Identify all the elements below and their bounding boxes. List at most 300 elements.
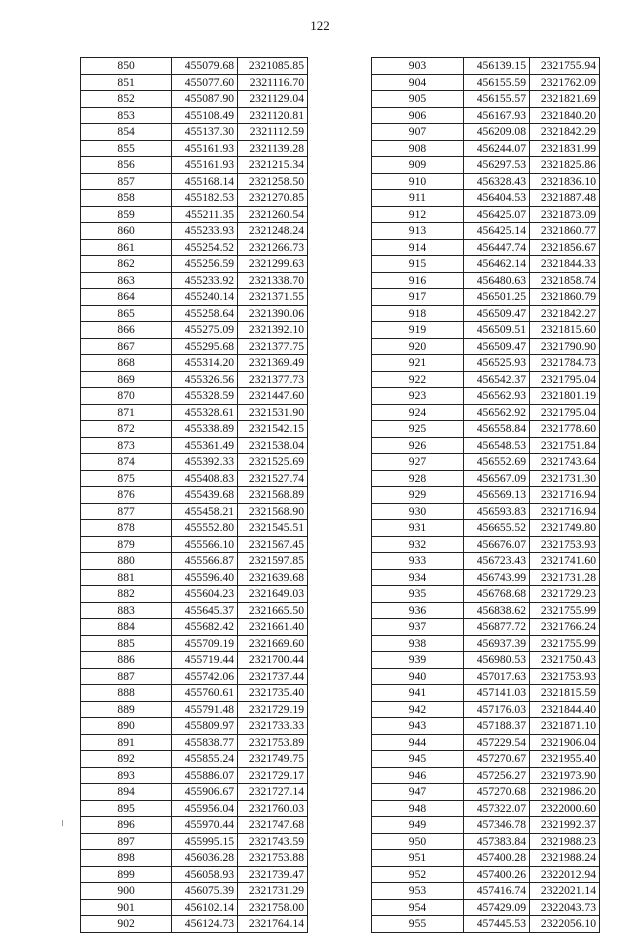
y-coordinate-cell: 2321270.85 [238, 190, 308, 207]
y-coordinate-cell: 2321871.10 [530, 718, 600, 735]
y-coordinate-cell: 2321447.60 [238, 388, 308, 405]
table-row [372, 718, 600, 735]
table-row [372, 322, 600, 339]
y-coordinate-cell: 2321842.29 [530, 124, 600, 141]
y-coordinate-cell: 2321801.19 [530, 388, 600, 405]
y-coordinate-cell: 2321860.79 [530, 289, 600, 306]
table-row [372, 520, 600, 537]
table-row [372, 371, 600, 388]
table-row [372, 256, 600, 273]
y-coordinate-cell: 2321790.90 [530, 338, 600, 355]
x-coordinate-cell: 456552.69 [464, 454, 530, 471]
x-coordinate-cell: 455970.44 [172, 817, 238, 834]
x-coordinate-cell: 455211.35 [172, 206, 238, 223]
table-row [372, 124, 600, 141]
x-coordinate-cell: 456655.52 [464, 520, 530, 537]
point-number-cell: 881 [81, 569, 172, 586]
table-row [372, 668, 600, 685]
x-coordinate-cell: 455182.53 [172, 190, 238, 207]
x-coordinate-cell: 455077.60 [172, 74, 238, 91]
point-number-cell: 918 [372, 305, 464, 322]
x-coordinate-cell: 456593.83 [464, 503, 530, 520]
page-number: 122 [310, 18, 330, 33]
x-coordinate-cell: 456548.53 [464, 437, 530, 454]
y-coordinate-cell: 2322000.60 [530, 800, 600, 817]
point-number-cell: 931 [372, 520, 464, 537]
table-row [372, 190, 600, 207]
point-number-cell: 954 [372, 899, 464, 916]
y-coordinate-cell: 2321085.85 [238, 58, 308, 75]
point-number-cell: 942 [372, 701, 464, 718]
y-coordinate-cell: 2321753.89 [238, 734, 308, 751]
table-body-right [372, 58, 600, 933]
point-number-cell: 869 [81, 371, 172, 388]
point-number-cell: 922 [372, 371, 464, 388]
table-row [372, 602, 600, 619]
coordinates-table-right [371, 57, 600, 933]
table-row [372, 173, 600, 190]
table-row [372, 157, 600, 174]
table-row [372, 751, 600, 768]
table-row [81, 454, 308, 471]
point-number-cell: 859 [81, 206, 172, 223]
point-number-cell: 889 [81, 701, 172, 718]
table-row [81, 817, 308, 834]
point-number-cell: 903 [372, 58, 464, 75]
y-coordinate-cell: 2321749.80 [530, 520, 600, 537]
table-row [81, 784, 308, 801]
x-coordinate-cell: 456244.07 [464, 140, 530, 157]
point-number-cell: 863 [81, 272, 172, 289]
point-number-cell: 870 [81, 388, 172, 405]
point-number-cell: 882 [81, 586, 172, 603]
point-number-cell: 860 [81, 223, 172, 240]
x-coordinate-cell: 455791.48 [172, 701, 238, 718]
y-coordinate-cell: 2321531.90 [238, 404, 308, 421]
y-coordinate-cell: 2321568.90 [238, 503, 308, 520]
table-row [81, 388, 308, 405]
point-number-cell: 857 [81, 173, 172, 190]
x-coordinate-cell: 455552.80 [172, 520, 238, 537]
table-row [81, 718, 308, 735]
x-coordinate-cell: 456328.43 [464, 173, 530, 190]
x-coordinate-cell: 455275.09 [172, 322, 238, 339]
point-number-cell: 938 [372, 635, 464, 652]
x-coordinate-cell: 456743.99 [464, 569, 530, 586]
x-coordinate-cell: 456980.53 [464, 652, 530, 669]
table-row [372, 289, 600, 306]
table-row [372, 685, 600, 702]
x-coordinate-cell: 455458.21 [172, 503, 238, 520]
table-row [81, 767, 308, 784]
x-coordinate-cell: 455566.10 [172, 536, 238, 553]
point-number-cell: 877 [81, 503, 172, 520]
point-number-cell: 887 [81, 668, 172, 685]
x-coordinate-cell: 457270.67 [464, 751, 530, 768]
x-coordinate-cell: 455392.33 [172, 454, 238, 471]
y-coordinate-cell: 2321716.94 [530, 487, 600, 504]
table-row [81, 487, 308, 504]
point-number-cell: 883 [81, 602, 172, 619]
point-number-cell: 854 [81, 124, 172, 141]
y-coordinate-cell: 2321266.73 [238, 239, 308, 256]
y-coordinate-cell: 2321338.70 [238, 272, 308, 289]
x-coordinate-cell: 456768.68 [464, 586, 530, 603]
x-coordinate-cell: 457429.09 [464, 899, 530, 916]
point-number-cell: 932 [372, 536, 464, 553]
table-row [372, 404, 600, 421]
y-coordinate-cell: 2321762.09 [530, 74, 600, 91]
point-number-cell: 858 [81, 190, 172, 207]
table-row [372, 734, 600, 751]
point-number-cell: 947 [372, 784, 464, 801]
point-number-cell: 853 [81, 107, 172, 124]
y-coordinate-cell: 2321858.74 [530, 272, 600, 289]
x-coordinate-cell: 457256.27 [464, 767, 530, 784]
table-row [81, 256, 308, 273]
x-coordinate-cell: 455338.89 [172, 421, 238, 438]
x-coordinate-cell: 457400.28 [464, 850, 530, 867]
table-row [372, 58, 600, 75]
point-number-cell: 895 [81, 800, 172, 817]
point-number-cell: 928 [372, 470, 464, 487]
y-coordinate-cell: 2321760.03 [238, 800, 308, 817]
table-row [81, 206, 308, 223]
y-coordinate-cell: 2321729.19 [238, 701, 308, 718]
y-coordinate-cell: 2321766.24 [530, 619, 600, 636]
y-coordinate-cell: 2321215.34 [238, 157, 308, 174]
table-row [81, 734, 308, 751]
table-row [372, 223, 600, 240]
table-row [81, 569, 308, 586]
table-row [372, 784, 600, 801]
table-row [372, 140, 600, 157]
table-row [372, 355, 600, 372]
table-row [81, 635, 308, 652]
x-coordinate-cell: 455742.06 [172, 668, 238, 685]
y-coordinate-cell: 2321739.47 [238, 866, 308, 883]
y-coordinate-cell: 2321988.24 [530, 850, 600, 867]
x-coordinate-cell: 456404.53 [464, 190, 530, 207]
table-row [372, 206, 600, 223]
point-number-cell: 936 [372, 602, 464, 619]
point-number-cell: 949 [372, 817, 464, 834]
y-coordinate-cell: 2321887.48 [530, 190, 600, 207]
table-row [372, 503, 600, 520]
x-coordinate-cell: 457400.26 [464, 866, 530, 883]
table-row [372, 536, 600, 553]
table-row [372, 107, 600, 124]
y-coordinate-cell: 2322056.10 [530, 916, 600, 933]
x-coordinate-cell: 455886.07 [172, 767, 238, 784]
table-row [372, 883, 600, 900]
y-coordinate-cell: 2321856.67 [530, 239, 600, 256]
y-coordinate-cell: 2321129.04 [238, 91, 308, 108]
table-row [81, 421, 308, 438]
table-row [372, 767, 600, 784]
y-coordinate-cell: 2321755.99 [530, 635, 600, 652]
x-coordinate-cell: 455258.64 [172, 305, 238, 322]
x-coordinate-cell: 456155.57 [464, 91, 530, 108]
point-number-cell: 852 [81, 91, 172, 108]
x-coordinate-cell: 456562.92 [464, 404, 530, 421]
y-coordinate-cell: 2322012.94 [530, 866, 600, 883]
y-coordinate-cell: 2321735.40 [238, 685, 308, 702]
x-coordinate-cell: 455566.87 [172, 553, 238, 570]
point-number-cell: 878 [81, 520, 172, 537]
table-row [81, 685, 308, 702]
y-coordinate-cell: 2321755.99 [530, 602, 600, 619]
x-coordinate-cell: 456480.63 [464, 272, 530, 289]
x-coordinate-cell: 456209.08 [464, 124, 530, 141]
x-coordinate-cell: 456509.51 [464, 322, 530, 339]
table-row [372, 800, 600, 817]
x-coordinate-cell: 455168.14 [172, 173, 238, 190]
point-number-cell: 872 [81, 421, 172, 438]
x-coordinate-cell: 456462.14 [464, 256, 530, 273]
x-coordinate-cell: 456167.93 [464, 107, 530, 124]
point-number-cell: 929 [372, 487, 464, 504]
point-number-cell: 916 [372, 272, 464, 289]
table-row [81, 272, 308, 289]
x-coordinate-cell: 456058.93 [172, 866, 238, 883]
x-coordinate-cell: 455233.92 [172, 272, 238, 289]
point-number-cell: 904 [372, 74, 464, 91]
table-row [81, 140, 308, 157]
table-row [81, 322, 308, 339]
y-coordinate-cell: 2321567.45 [238, 536, 308, 553]
point-number-cell: 902 [81, 916, 172, 933]
table-row [81, 899, 308, 916]
x-coordinate-cell: 457416.74 [464, 883, 530, 900]
x-coordinate-cell: 456139.15 [464, 58, 530, 75]
x-coordinate-cell: 456155.59 [464, 74, 530, 91]
x-coordinate-cell: 456877.72 [464, 619, 530, 636]
x-coordinate-cell: 457383.84 [464, 833, 530, 850]
table-row [372, 850, 600, 867]
point-number-cell: 861 [81, 239, 172, 256]
margin-mark [62, 820, 63, 826]
table-row [81, 404, 308, 421]
point-number-cell: 905 [372, 91, 464, 108]
x-coordinate-cell: 456509.47 [464, 305, 530, 322]
x-coordinate-cell: 456569.13 [464, 487, 530, 504]
table-row [81, 866, 308, 883]
table-row [372, 916, 600, 933]
point-number-cell: 908 [372, 140, 464, 157]
y-coordinate-cell: 2321729.23 [530, 586, 600, 603]
point-number-cell: 911 [372, 190, 464, 207]
x-coordinate-cell: 455838.77 [172, 734, 238, 751]
x-coordinate-cell: 455709.19 [172, 635, 238, 652]
y-coordinate-cell: 2321700.44 [238, 652, 308, 669]
y-coordinate-cell: 2321731.29 [238, 883, 308, 900]
table-row [81, 239, 308, 256]
table-row [81, 701, 308, 718]
x-coordinate-cell: 456937.39 [464, 635, 530, 652]
point-number-cell: 907 [372, 124, 464, 141]
y-coordinate-cell: 2321260.54 [238, 206, 308, 223]
y-coordinate-cell: 2321815.60 [530, 322, 600, 339]
y-coordinate-cell: 2321649.03 [238, 586, 308, 603]
x-coordinate-cell: 455408.83 [172, 470, 238, 487]
point-number-cell: 914 [372, 239, 464, 256]
x-coordinate-cell: 455995.15 [172, 833, 238, 850]
x-coordinate-cell: 455439.68 [172, 487, 238, 504]
point-number-cell: 927 [372, 454, 464, 471]
x-coordinate-cell: 457322.07 [464, 800, 530, 817]
x-coordinate-cell: 455295.68 [172, 338, 238, 355]
point-number-cell: 906 [372, 107, 464, 124]
point-number-cell: 894 [81, 784, 172, 801]
y-coordinate-cell: 2321825.86 [530, 157, 600, 174]
y-coordinate-cell: 2321840.20 [530, 107, 600, 124]
point-number-cell: 855 [81, 140, 172, 157]
x-coordinate-cell: 455361.49 [172, 437, 238, 454]
y-coordinate-cell: 2321743.64 [530, 454, 600, 471]
table-row [372, 338, 600, 355]
point-number-cell: 899 [81, 866, 172, 883]
point-number-cell: 944 [372, 734, 464, 751]
table-row [372, 635, 600, 652]
x-coordinate-cell: 456723.43 [464, 553, 530, 570]
x-coordinate-cell: 455256.59 [172, 256, 238, 273]
table-body-left [81, 58, 308, 933]
x-coordinate-cell: 455328.59 [172, 388, 238, 405]
y-coordinate-cell: 2321729.17 [238, 767, 308, 784]
point-number-cell: 867 [81, 338, 172, 355]
point-number-cell: 888 [81, 685, 172, 702]
x-coordinate-cell: 455233.93 [172, 223, 238, 240]
point-number-cell: 892 [81, 751, 172, 768]
point-number-cell: 900 [81, 883, 172, 900]
point-number-cell: 945 [372, 751, 464, 768]
y-coordinate-cell: 2321973.90 [530, 767, 600, 784]
table-row [81, 602, 308, 619]
table-row [81, 223, 308, 240]
x-coordinate-cell: 455906.67 [172, 784, 238, 801]
table-row [372, 817, 600, 834]
y-coordinate-cell: 2321741.60 [530, 553, 600, 570]
table-row [372, 487, 600, 504]
point-number-cell: 941 [372, 685, 464, 702]
x-coordinate-cell: 456562.93 [464, 388, 530, 405]
y-coordinate-cell: 2321665.50 [238, 602, 308, 619]
point-number-cell: 912 [372, 206, 464, 223]
point-number-cell: 873 [81, 437, 172, 454]
table-row [81, 668, 308, 685]
x-coordinate-cell: 457141.03 [464, 685, 530, 702]
x-coordinate-cell: 457176.03 [464, 701, 530, 718]
y-coordinate-cell: 2321661.40 [238, 619, 308, 636]
y-coordinate-cell: 2321955.40 [530, 751, 600, 768]
table-row [81, 289, 308, 306]
table-row [81, 437, 308, 454]
x-coordinate-cell: 455240.14 [172, 289, 238, 306]
table-row [372, 619, 600, 636]
point-number-cell: 885 [81, 635, 172, 652]
table-row [372, 553, 600, 570]
table-row [372, 586, 600, 603]
table-row [81, 107, 308, 124]
point-number-cell: 909 [372, 157, 464, 174]
point-number-cell: 874 [81, 454, 172, 471]
table-row [372, 437, 600, 454]
y-coordinate-cell: 2321836.10 [530, 173, 600, 190]
point-number-cell: 898 [81, 850, 172, 867]
y-coordinate-cell: 2321545.51 [238, 520, 308, 537]
y-coordinate-cell: 2321749.75 [238, 751, 308, 768]
point-number-cell: 866 [81, 322, 172, 339]
y-coordinate-cell: 2321597.85 [238, 553, 308, 570]
point-number-cell: 917 [372, 289, 464, 306]
point-number-cell: 901 [81, 899, 172, 916]
y-coordinate-cell: 2321727.14 [238, 784, 308, 801]
table-row [81, 536, 308, 553]
y-coordinate-cell: 2321992.37 [530, 817, 600, 834]
y-coordinate-cell: 2321669.60 [238, 635, 308, 652]
y-coordinate-cell: 2321842.27 [530, 305, 600, 322]
point-number-cell: 910 [372, 173, 464, 190]
y-coordinate-cell: 2321716.94 [530, 503, 600, 520]
y-coordinate-cell: 2321299.63 [238, 256, 308, 273]
x-coordinate-cell: 455314.20 [172, 355, 238, 372]
y-coordinate-cell: 2321753.93 [530, 668, 600, 685]
table-row [372, 569, 600, 586]
x-coordinate-cell: 456676.07 [464, 536, 530, 553]
x-coordinate-cell: 456297.53 [464, 157, 530, 174]
point-number-cell: 937 [372, 619, 464, 636]
table-row [81, 751, 308, 768]
point-number-cell: 884 [81, 619, 172, 636]
x-coordinate-cell: 455328.61 [172, 404, 238, 421]
y-coordinate-cell: 2321639.68 [238, 569, 308, 586]
table-row [372, 652, 600, 669]
y-coordinate-cell: 2321747.68 [238, 817, 308, 834]
point-number-cell: 933 [372, 553, 464, 570]
y-coordinate-cell: 2321758.00 [238, 899, 308, 916]
table-row [372, 74, 600, 91]
y-coordinate-cell: 2321120.81 [238, 107, 308, 124]
y-coordinate-cell: 2321116.70 [238, 74, 308, 91]
y-coordinate-cell: 2321371.55 [238, 289, 308, 306]
x-coordinate-cell: 455161.93 [172, 157, 238, 174]
point-number-cell: 923 [372, 388, 464, 405]
x-coordinate-cell: 456558.84 [464, 421, 530, 438]
x-coordinate-cell: 456501.25 [464, 289, 530, 306]
point-number-cell: 913 [372, 223, 464, 240]
x-coordinate-cell: 456425.07 [464, 206, 530, 223]
point-number-cell: 940 [372, 668, 464, 685]
point-number-cell: 921 [372, 355, 464, 372]
table-row [81, 74, 308, 91]
y-coordinate-cell: 2321784.73 [530, 355, 600, 372]
y-coordinate-cell: 2321831.99 [530, 140, 600, 157]
point-number-cell: 946 [372, 767, 464, 784]
x-coordinate-cell: 456542.37 [464, 371, 530, 388]
table-row [81, 800, 308, 817]
table-row [372, 470, 600, 487]
x-coordinate-cell: 455719.44 [172, 652, 238, 669]
y-coordinate-cell: 2321906.04 [530, 734, 600, 751]
x-coordinate-cell: 457270.68 [464, 784, 530, 801]
y-coordinate-cell: 2321377.73 [238, 371, 308, 388]
y-coordinate-cell: 2321844.33 [530, 256, 600, 273]
table-row [372, 701, 600, 718]
y-coordinate-cell: 2321986.20 [530, 784, 600, 801]
table-row [81, 371, 308, 388]
y-coordinate-cell: 2321860.77 [530, 223, 600, 240]
